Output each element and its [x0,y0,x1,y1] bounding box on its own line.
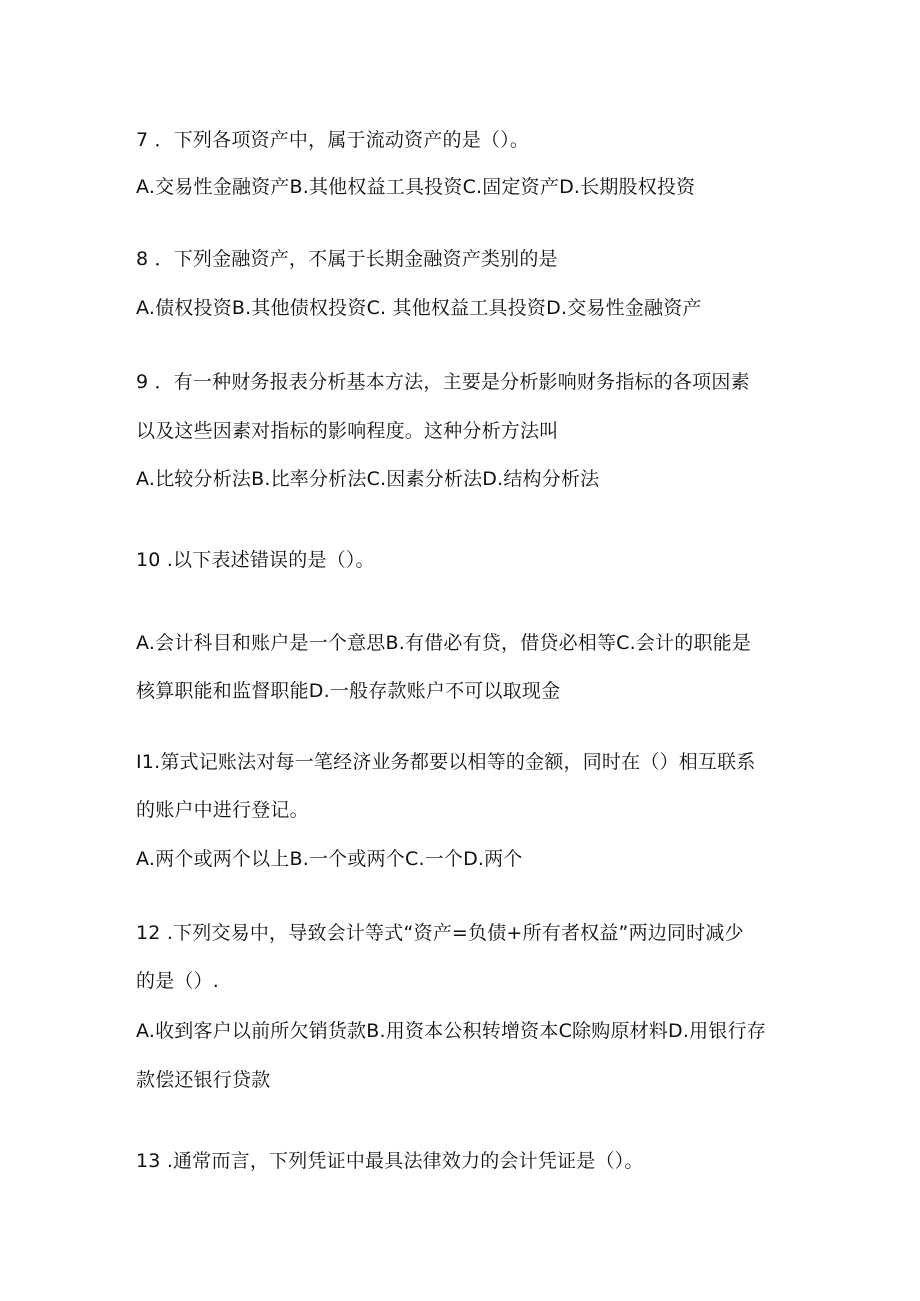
question-9-stem-line-2: 以及这些因素对指标的影响程度。这种分析方法叫 [136,420,559,442]
question-9-stem-line-1: 9 ．有一种财务报表分析基本方法，主要是分析影响财务指标的各项因素 [136,371,750,393]
question-12-options-line-2: 款偿还银行贷款 [136,1069,271,1091]
question-7-options: A.交易性金融资产B.其他权益工具投资C.固定资产D.长期股权投资 [136,176,696,198]
question-9-options: A.比较分析法B.比率分析法C.因素分析法D.结构分析法 [136,468,600,490]
question-7-stem: 7 ．下列各项资产中，属于流动资产的是（）。 [136,129,530,151]
question-13-stem: 13 .通常而言，下列凭证中最具法律效力的会计凭证是（）。 [136,1150,644,1172]
question-11-stem-line-1: I1.第式记账法对每一笔经济业务都要以相等的金额，同时在（）相互联系 [136,751,756,773]
question-11-options: A.两个或两个以上B.一个或两个C.一个D.两个 [136,848,523,870]
question-12-stem-line-1: 12 .下列交易中，导致会计等式“资产=负债+所有者权益”两边同时减少 [136,922,744,944]
question-10-stem: 10 .以下表述错误的是（）。 [136,549,375,571]
question-12-options-line-1: A.收到客户以前所欠销货款B.用资本公积转增资本C除购原材料D.用银行存 [136,1020,766,1042]
question-10-options-line-1: A.会计科目和账户是一个意思B.有借必有贷，借贷必相等C.会计的职能是 [136,632,752,654]
question-8-options: A.债权投资B.其他债权投资C. 其他权益工具投资D.交易性金融资产 [136,297,702,319]
question-11-stem-line-2: 的账户中进行登记。 [136,799,309,821]
question-10-options-line-2: 核算职能和监督职能D.一般存款账户不可以取现金 [136,680,561,702]
question-8-stem: 8 ．下列金融资产，不属于长期金融资产类别的是 [136,248,558,270]
question-12-stem-line-2: 的是（）. [136,970,220,992]
